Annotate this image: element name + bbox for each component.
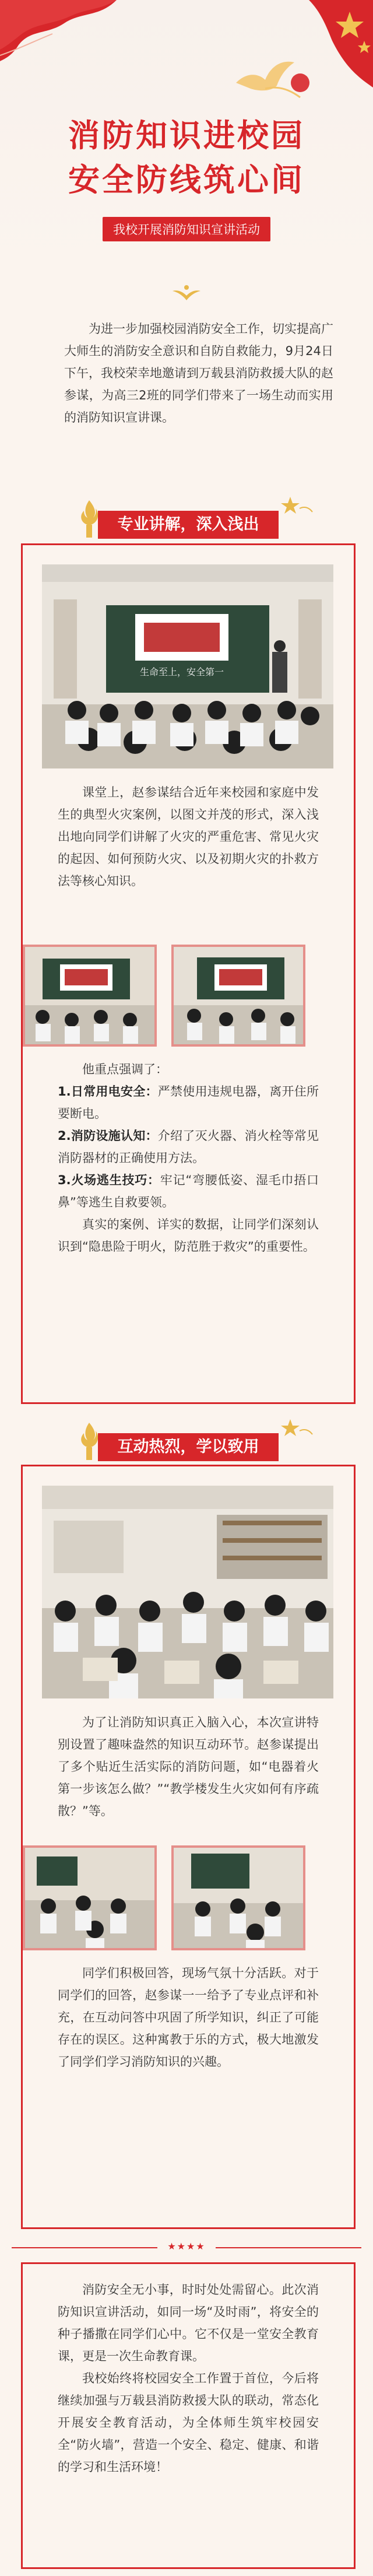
section2-para2: 同学们积极回答，现场气氛十分活跃。对于同学们的回答，赵参谋一一给予了专业点评和补充，在互动问答中巩固了所学知识，纠正了可能存在的误区。这种寓教于乐的方式，极大地激发了同学们学习消防知识的兴趣。	[58, 1966, 319, 2069]
closing-divider	[0, 2242, 373, 2254]
page-title-line-1: 消防知识进校园	[68, 117, 305, 154]
point-3: 3.火场逃生技巧：牢记“弯腰低姿、湿毛巾捂口鼻”等逃生自救要领。	[58, 1173, 319, 1209]
lecture-photo-left	[23, 945, 157, 1047]
star-divider-icon: ★★★★	[167, 2241, 206, 2252]
gold-star-icon	[279, 1417, 314, 1440]
section2-title: 互动热烈，学以致用	[98, 1433, 279, 1461]
closing-para2: 我校始终将校园安全工作置于首位，今后将继续加强与万载县消防救援大队的联动，常态化开展安全教育活动，为全体师生筑牢校园安全“防火墙”，营造一个安全、稳定、健康、和谐的学习和生活环境！	[58, 2371, 319, 2474]
qa-photo-left	[23, 1845, 157, 1950]
section1-title: 专业讲解，深入浅出	[98, 511, 279, 539]
dove-icon	[230, 54, 312, 106]
section1-para2: 真实的案例、详实的数据，让同学们深刻认识到“隐患险于明火，防范胜于救灾”的重要性。	[58, 1217, 319, 1254]
emphasis-intro: 他重点强调了：	[82, 1062, 168, 1076]
section2-heading	[0, 1417, 373, 1464]
point-1: 1.日常用电安全：严禁使用违规电器，离开住所要断电。	[58, 1085, 319, 1121]
subtitle-badge: 我校开展消防知识宣讲活动	[103, 217, 270, 241]
point-2: 2.消防设施认知：介绍了灭火器、消火栓等常见消防器材的正确使用方法。	[58, 1129, 319, 1165]
classroom-photo	[42, 564, 333, 768]
red-flag-icon	[0, 0, 117, 64]
section1-heading	[0, 494, 373, 541]
closing-para1: 消防安全无小事，时时处处需留心。此次消防知识宣讲活动，如同一场“及时雨”，将安全的种子播撒在同学们心中。它不仅是一堂安全教育课，更是一次生命教育课。	[58, 2283, 319, 2363]
section2-box	[21, 1465, 356, 2229]
page-title-line-2: 安全防线筑心间	[68, 162, 305, 198]
intro-paragraph: 为进一步加强校园消防安全工作，切实提高广大师生的消防安全意识和自防自救能力，9月24日下午，我校荣幸地邀请到万载县消防救援大队的赵参谋，为高三2班的同学们带来了一场生动而实用的消防知识宣讲课。	[64, 322, 333, 424]
gold-star-icon	[309, 0, 373, 87]
wheat-ornament-icon	[170, 283, 203, 303]
header	[0, 0, 373, 274]
blackboard-slogan: 生命至上，安全第一	[139, 666, 224, 678]
interaction-photo	[42, 1486, 333, 1698]
section1-points	[58, 1058, 319, 1258]
qa-photo-right	[171, 1845, 305, 1950]
section1-para1: 课堂上，赵参谋结合近年来校园和家庭中发生的典型火灾案例，以图文并茂的形式，深入浅出地向同学们讲解了火灾的严重危害、常见火灾的起因、如何预防火灾、以及初期火灾的扑救方法等核心知识。	[58, 785, 319, 888]
closing-text	[58, 2279, 319, 2478]
closing-box	[21, 2262, 356, 2569]
lecture-photo-right	[171, 945, 305, 1047]
section2-para1: 为了让消防知识真正入脑入心，本次宣讲特别设置了趣味盎然的知识互动环节。赵参谋提出了多个贴近生活实际的消防问题，如“电器着火第一步该怎么做？”“教学楼发生火灾如何有序疏散？”等。	[58, 1715, 319, 1818]
intro-text	[64, 318, 333, 429]
gold-star-icon	[279, 494, 314, 518]
section1-box	[21, 543, 356, 1404]
